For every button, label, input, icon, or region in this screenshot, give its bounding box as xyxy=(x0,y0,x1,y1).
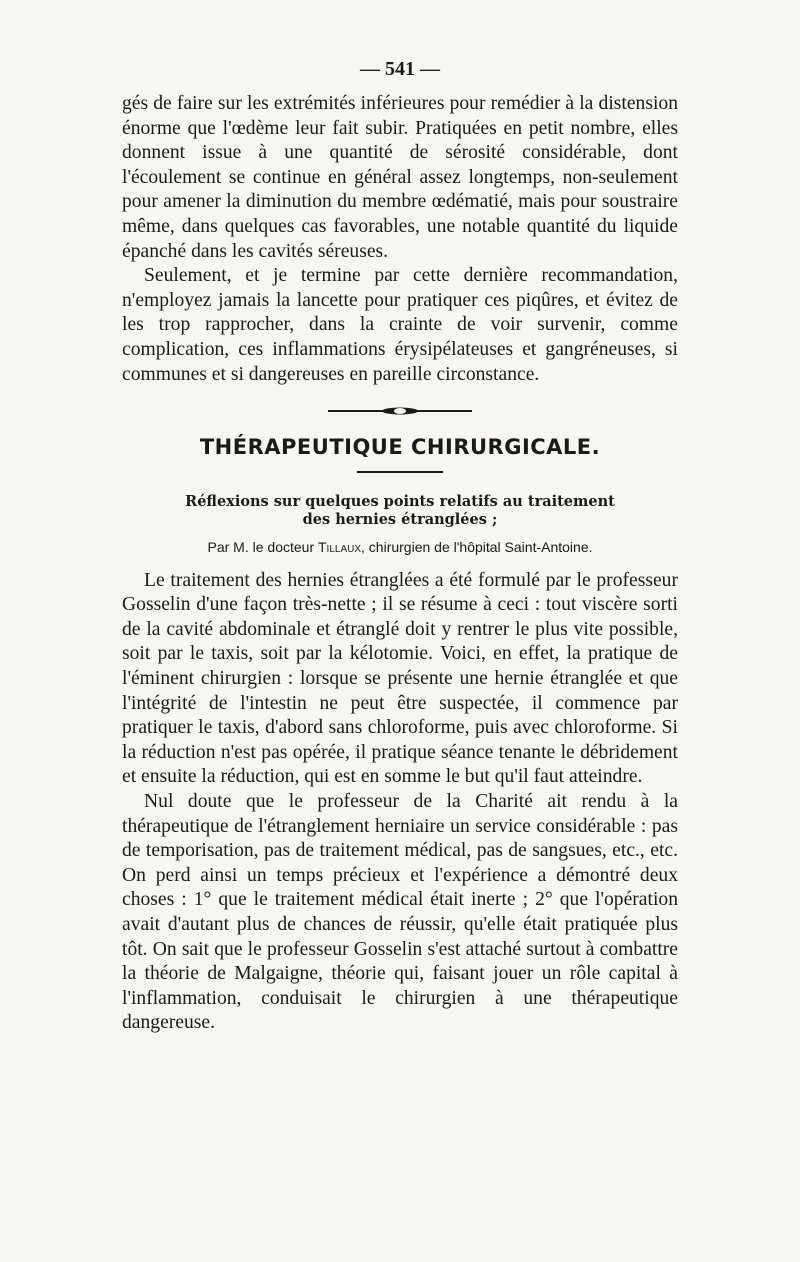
ornamental-divider xyxy=(122,405,678,417)
byline-suffix: , chirurgien de l'hôpital Saint-Antoine. xyxy=(361,538,593,555)
body-paragraph-1: Le traitement des hernies étranglées a été formulé par le professeur Gosselin d'une façon très-nette ; il se résume à ceci : tout viscère sorti de la cavité abdominale et étranglé doit y rentrer le plus vite possible, soit par le taxis, soit par la kélotomie. Voici, en effet, la pratique de l'éminent chirurgien : lorsque se présente une hernie étranglée et que l'intégrité de l'intestin ne peut être suspectée, il commence par pratiquer le taxis, d'abord sans chloroforme, puis avec chloroforme. Si la réduction n'est pas opérée, il pratique séance tenante le débridement et ensuite la réduction, qui est en somme le but qu'il faut atteindre. xyxy=(122,569,678,788)
body-paragraph-2: Nul doute que le professeur de la Charité ait rendu à la thérapeutique de l'étranglement herniaire un service considérable : pas de temporisation, pas de traitement médical, pas de sangsues, etc., etc. On perd ainsi un temps précieux et l'expérience a démontré deux choses : 1° que le traitement médical était inerte ; 2° que l'opération avait d'autant plus de chances de réussir, qu'elle était pratiquée plus tôt. On sait que le professeur Gosselin s'est attaché surtout à combattre la théorie de Malgaigne, théorie qui, faisant jouer un rôle capital à l'inflammation, conduisait le chirurgien à une thérapeutique dangereuse. xyxy=(122,790,678,1034)
intro-paragraph-1: gés de faire sur les extrémités inférieures pour remédier à la distension énorme que l'œdème leur fait subir. Pratiquées en petit nombre, elles donnent issue à une quantité de sérosité considérable, dont l'écoulement se continue en général assez longtemps, non-seulement pour amener la diminution du membre œdématié, mais pour soustraire même, dans quelques cas favorables, une notable quantité du liquide épanché dans les cavités séreuses. xyxy=(122,93,678,262)
article-title xyxy=(122,493,678,529)
document-page xyxy=(122,56,678,1036)
article-title-line-2: des hernies étranglées ; xyxy=(302,510,498,528)
page-number: — 541 — xyxy=(360,58,440,80)
byline-author: Tillaux xyxy=(318,538,362,555)
article-title-line-1: Réflexions sur quelques points relatifs au traitement xyxy=(185,492,615,510)
byline-prefix: Par M. le docteur xyxy=(207,538,318,555)
byline xyxy=(122,539,678,555)
title-rule xyxy=(357,471,443,473)
section-title: THÉRAPEUTIQUE CHIRURGICALE. xyxy=(199,435,601,460)
intro-paragraph-2: Seulement, et je termine par cette dernière recommandation, n'employez jamais la lancette pour pratiquer ces piqûres, et évitez de les trop rapprocher, dans la crainte de voir survenir, comme complication, ces inflammations érysipélateuses et gangréneuses, si communes et si dangereuses en pareille circonstance. xyxy=(122,265,678,385)
ornament-flourish-icon xyxy=(326,405,474,417)
